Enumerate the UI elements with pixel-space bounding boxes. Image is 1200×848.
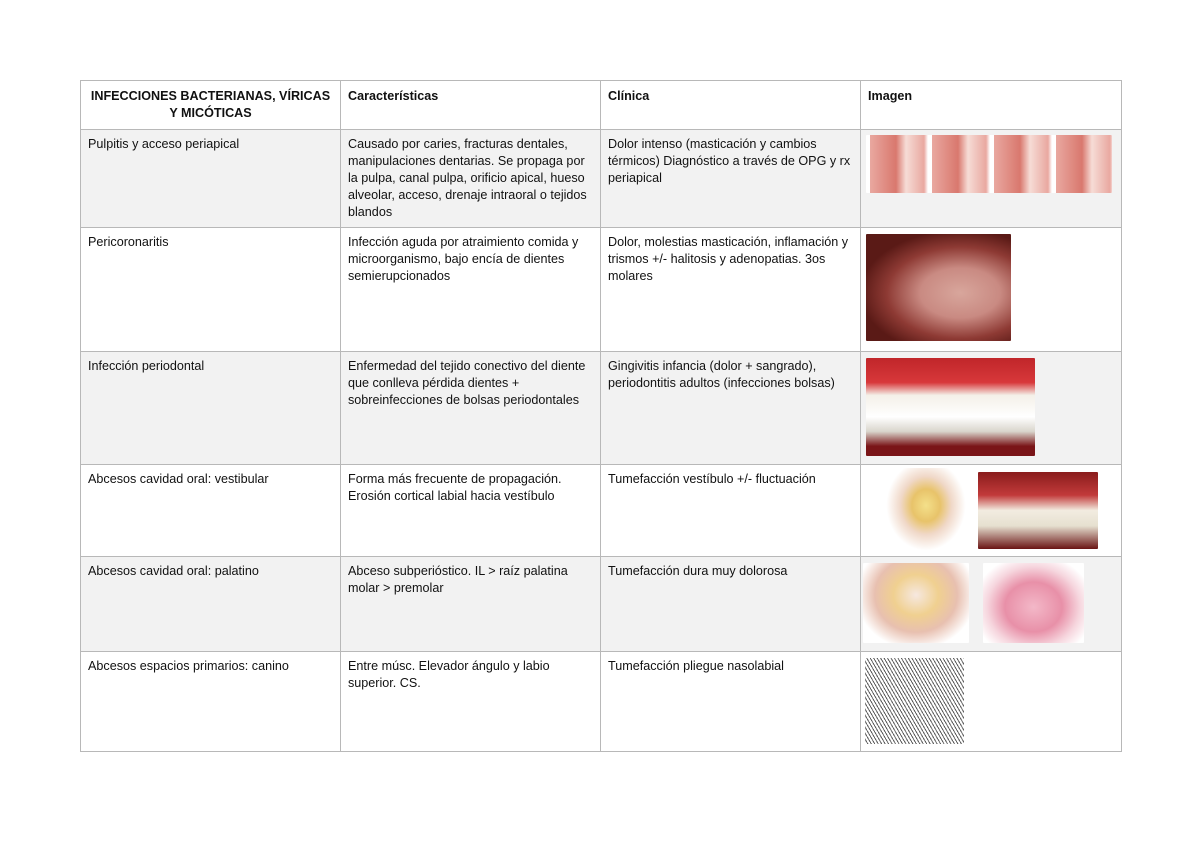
pericoronaritis-photo <box>866 234 1011 341</box>
table-row <box>81 465 1122 557</box>
row-clinica: Gingivitis infancia (dolor + sangrado), periodontitis adultos (infecciones bolsas) <box>601 352 861 465</box>
row-name: Abcesos espacios primarios: canino <box>81 652 341 752</box>
row-image-cell <box>861 352 1122 465</box>
row-name: Infección periodontal <box>81 352 341 465</box>
periodontal-teeth-illustration <box>866 358 1035 456</box>
header-clinica: Clínica <box>601 81 861 130</box>
table-row <box>81 652 1122 752</box>
facial-muscles-illustration <box>865 658 964 744</box>
row-caracteristicas: Infección aguda por atraimiento comida y microorganismo, bajo encía de dientes semierupcionados <box>341 228 601 352</box>
vestibular-abscess-photo <box>978 472 1098 549</box>
row-caracteristicas: Forma más frecuente de propagación. Erosión cortical labial hacia vestíbulo <box>341 465 601 557</box>
table-row <box>81 557 1122 652</box>
row-caracteristicas: Enfermedad del tejido conectivo del diente que conlleva pérdida dientes + sobreinfecciones de bolsas periodontales <box>341 352 601 465</box>
row-clinica: Dolor intenso (masticación y cambios térmicos) Diagnóstico a través de OPG y rx periapical <box>601 130 861 228</box>
header-caracteristicas: Características <box>341 81 601 130</box>
row-image-cell <box>861 228 1122 352</box>
table-header-row <box>81 81 1122 130</box>
palatal-abscess-illustration <box>983 563 1084 643</box>
table-row <box>81 228 1122 352</box>
palatal-abscess-diagram <box>863 563 969 643</box>
header-infecciones: INFECCIONES BACTERIANAS, VÍRICAS Y MICÓTICAS <box>81 81 341 130</box>
row-clinica: Tumefacción dura muy dolorosa <box>601 557 861 652</box>
row-clinica: Tumefacción pliegue nasolabial <box>601 652 861 752</box>
row-name: Abcesos cavidad oral: vestibular <box>81 465 341 557</box>
row-caracteristicas: Abceso subperióstico. IL > raíz palatina molar > premolar <box>341 557 601 652</box>
row-clinica: Tumefacción vestíbulo +/- fluctuación <box>601 465 861 557</box>
row-name: Pulpitis y acceso periapical <box>81 130 341 228</box>
row-caracteristicas: Entre músc. Elevador ángulo y labio superior. CS. <box>341 652 601 752</box>
header-imagen: Imagen <box>861 81 1122 130</box>
row-name: Pericoronaritis <box>81 228 341 352</box>
row-image-cell <box>861 652 1122 752</box>
table-row <box>81 352 1122 465</box>
row-name: Abcesos cavidad oral: palatino <box>81 557 341 652</box>
row-clinica: Dolor, molestias masticación, inflamación y trismos +/- halitosis y adenopatias. 3os molares <box>601 228 861 352</box>
infections-table <box>80 80 1122 752</box>
table-row <box>81 130 1122 228</box>
pulpitis-teeth-illustration <box>866 135 1112 193</box>
row-image-cell <box>861 557 1122 652</box>
vestibular-abscess-diagram <box>886 468 966 551</box>
row-caracteristicas: Causado por caries, fracturas dentales, manipulaciones dentarias. Se propaga por la pulpa, canal pulpa, orificio apical, hueso alveolar, acceso, drenaje intraoral o tejidos blandos <box>341 130 601 228</box>
row-image-cell <box>861 130 1122 228</box>
row-image-cell <box>861 465 1122 557</box>
